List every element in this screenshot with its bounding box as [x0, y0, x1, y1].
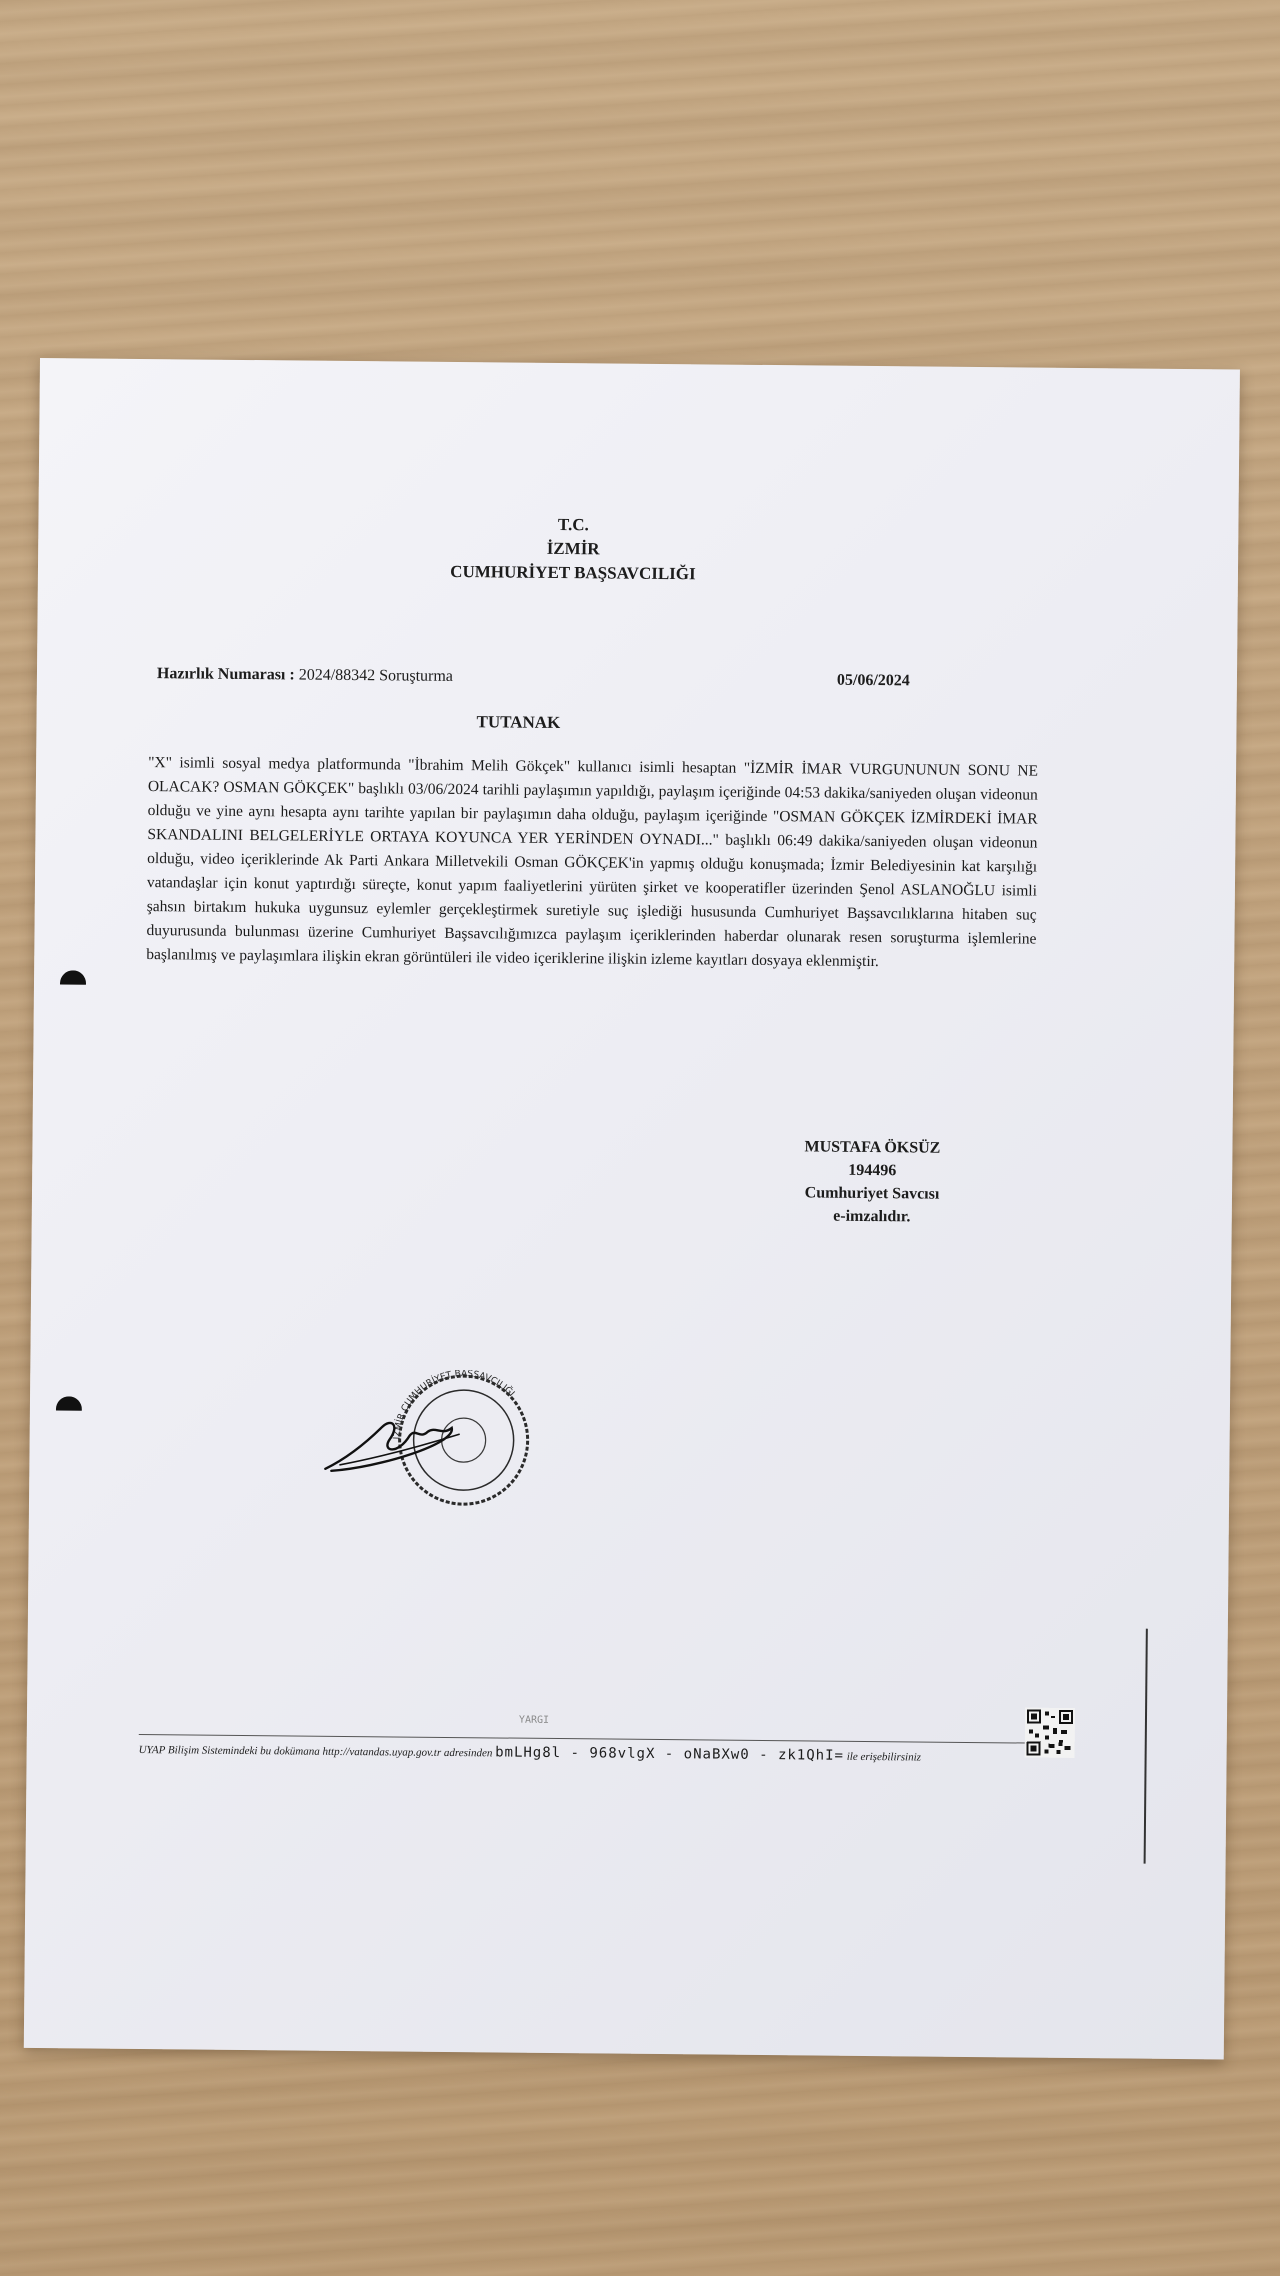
svg-text:İZMİR CUMHURİYET BAŞSAVCILIĞI: [392, 1369, 517, 1441]
signatory-name: MUSTAFA ÖKSÜZ: [804, 1138, 941, 1157]
preparation-value: 2024/88342 Soruşturma: [298, 666, 454, 685]
signatory-role: Cumhuriyet Savcısı: [804, 1184, 940, 1203]
document-date: 05/06/2024: [836, 671, 910, 690]
qr-code-icon: [1025, 1708, 1075, 1758]
document-body: "X" isimli sosyal medya platformunda "İbrahim Melih Gökçek" kullanıcı isimli hesaptan "İZMİR İMAR VURGUNUNUN SONU NE OLACAK? OSMAN GÖKÇEK" başlıklı 03/06/2024 tarihli paylaşımın yapıldığı, paylaşım içeriğinde 04:53 dakika/saniyeden oluşan videonun olduğu ve yine aynı hesapta aynı tarihte yapılan bir paylaşımın daha olduğu, paylaşım içeriğinde "OSMAN GÖKÇEK İZMİRDEKİ İMAR SKANDALINI BELGELERİYLE ORTAYA KOYUNCA YER YERİNDEN OYNADI..." başlıklı 06:49 dakika/saniyeden oluşan videonun olduğu, video içeriklerinde Ak Parti Ankara Milletvekili Osman GÖKÇEK'in yapmış olduğu konuşmada; İzmir Belediyesinin kat karşılığı vatandaşlar için konut yaptırdığı süreçte, konut yapım faaliyetlerini yürüten şirket ve kooperatifler üzerinden Şenol ASLANOĞLU isimli şahsın birtakım hukuka uygunsuz eylemler gerçekleştirmek suretiyle suç işlediği hususunda Cumhuriyet Başsavcılıklarına hitaben suç duyurusunda bulunması üzerine Cumhuriyet Başsavcılığımızca paylaşım içeriklerinden haberdar olunarak resen soruşturma işlemlerine başlanılmış ve paylaşımlara ilişkin ekran görüntüleri ile video içeriklerine ilişkin izleme kayıtları dosyaya eklenmiştir.: [146, 754, 1039, 971]
footer-text: UYAP Bilişim Sistemindeki bu dokümana http://vatandas.uyap.gov.tr adresinden: [138, 1744, 493, 1760]
e-signature-note: e-imzalıdır.: [833, 1207, 911, 1226]
official-stamp: [319, 1369, 540, 1511]
punch-hole: [60, 970, 86, 996]
uyap-footer: [139, 1741, 921, 1765]
header-city: İZMİR: [546, 538, 600, 559]
signatory-id: 194496: [848, 1161, 897, 1180]
edge-shadow-line: [1144, 1629, 1148, 1864]
signature-block: [782, 1135, 963, 1229]
stamp-text: İZMİR CUMHURİYET BAŞSAVCILIĞI: [392, 1369, 517, 1440]
header-office: CUMHURİYET BAŞSAVCILIĞI: [450, 561, 696, 584]
faint-watermark: YARGI: [518, 1714, 550, 1726]
document-title: TUTANAK: [476, 712, 561, 733]
preparation-number: [157, 665, 453, 686]
preparation-label: Hazırlık Numarası :: [156, 665, 295, 684]
document-page: [24, 358, 1240, 2059]
document-header: [338, 511, 809, 588]
footer-suffix: ile erişebilirsiniz: [846, 1750, 922, 1764]
header-country: T.C.: [557, 514, 589, 535]
verification-code: bmLHg8l - 968vlgX - oNaBXw0 - zk1QhI=: [495, 1744, 845, 1764]
punch-hole: [56, 1396, 82, 1422]
